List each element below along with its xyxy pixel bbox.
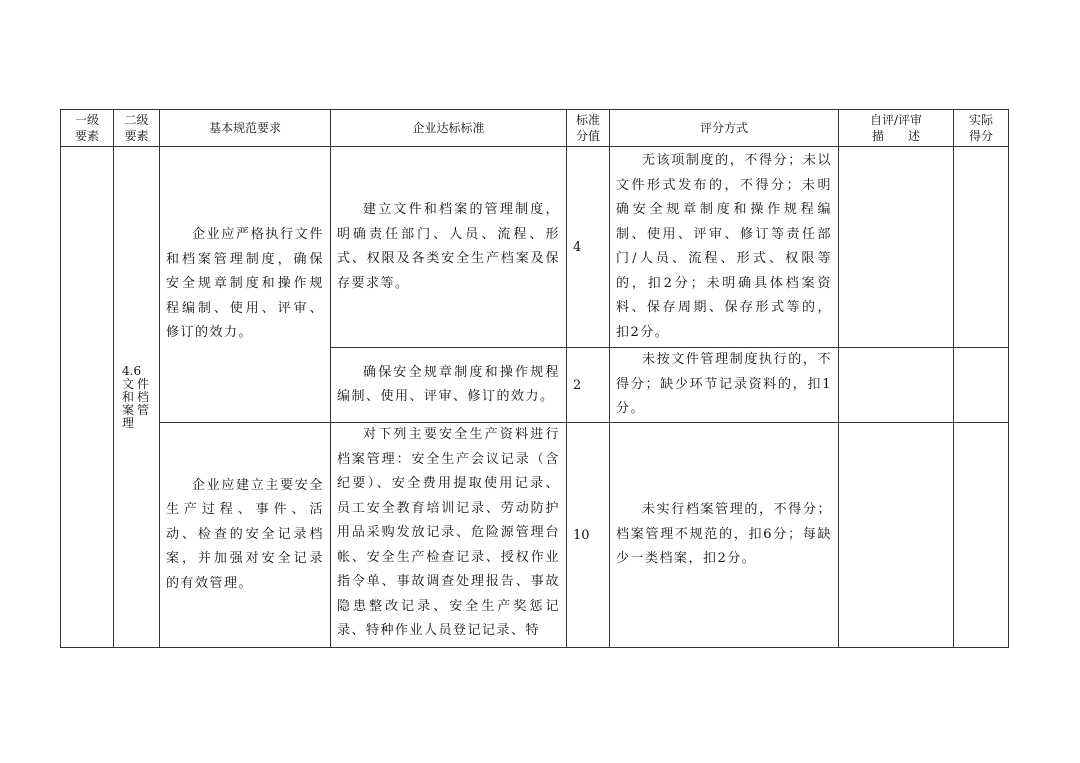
enterprise-standard-2: 确保安全规章制度和操作规程编制、使用、评审、修订的效力。 bbox=[331, 348, 567, 423]
standard-score-1: 4 bbox=[567, 147, 610, 348]
enterprise-standard-3-text: 对下列主要安全生产资料进行档案管理：安全生产会议记录（含纪要）、安全费用提取使用记录、员工安全教育培训记录、劳动防护用品采购发放记录、危险源管理台帐、安全生产检查记录、授权作业指令单、事故调查处理报告、事故隐患整改记录、安全生产奖惩记录、特种作业人员登记记录、特 bbox=[337, 427, 560, 638]
level2-element bbox=[114, 147, 160, 648]
self-eval-1 bbox=[839, 147, 954, 348]
level2-code: 4.6 bbox=[122, 363, 142, 378]
enterprise-standard-1: 建立文件和档案的管理制度，明确责任部门、人员、流程、形式、权限及各类安全生产档案及保存要求等。 bbox=[331, 147, 567, 348]
scoring-method-3: 未实行档案管理的，不得分；档案管理不规范的，扣6分；每缺少一类档案，扣2分。 bbox=[610, 423, 839, 648]
self-eval-2 bbox=[839, 348, 954, 423]
level2-name: 文件和档案管理 bbox=[122, 376, 153, 430]
standard-score-3: 10 bbox=[567, 423, 610, 648]
table-row bbox=[61, 147, 1009, 348]
scoring-method-1: 无该项制度的，不得分；未以文件形式发布的，不得分；未明确安全规章制度和操作规程编制、使用、评审、修订等责任部门/人员、流程、形式、权限等的，扣2分；未明确具体档案资料、保存周期、保存形式等的，扣2分。 bbox=[610, 147, 839, 348]
header-level1: 一级 要素 bbox=[61, 110, 114, 147]
self-eval-3 bbox=[839, 423, 954, 648]
header-enterprise-standard: 企业达标标准 bbox=[331, 110, 567, 147]
scoring-method-2: 未按文件管理制度执行的，不得分；缺少环节记录资料的，扣1分。 bbox=[610, 348, 839, 423]
header-standard-score: 标准 分值 bbox=[567, 110, 610, 147]
header-actual-score: 实际 得分 bbox=[954, 110, 1009, 147]
basic-requirement-1: 企业应严格执行文件和档案管理制度，确保安全规章制度和操作规程编制、使用、评审、修订的效力。 bbox=[160, 147, 331, 423]
actual-score-2 bbox=[954, 348, 1009, 423]
enterprise-standard-3 bbox=[331, 423, 567, 648]
level1-cell bbox=[61, 147, 114, 648]
standards-table bbox=[60, 109, 1009, 648]
standard-score-2: 2 bbox=[567, 348, 610, 423]
table-row bbox=[61, 423, 1009, 648]
header-level2: 二级 要素 bbox=[114, 110, 160, 147]
header-row bbox=[61, 110, 1009, 147]
header-scoring-method: 评分方式 bbox=[610, 110, 839, 147]
actual-score-3 bbox=[954, 423, 1009, 648]
header-basic-requirement: 基本规范要求 bbox=[160, 110, 331, 147]
actual-score-1 bbox=[954, 147, 1009, 348]
basic-requirement-2: 企业应建立主要安全生产过程、事件、活动、检查的安全记录档案，并加强对安全记录的有效管理。 bbox=[160, 423, 331, 648]
header-self-eval: 自评/评审 描 述 bbox=[839, 110, 954, 147]
